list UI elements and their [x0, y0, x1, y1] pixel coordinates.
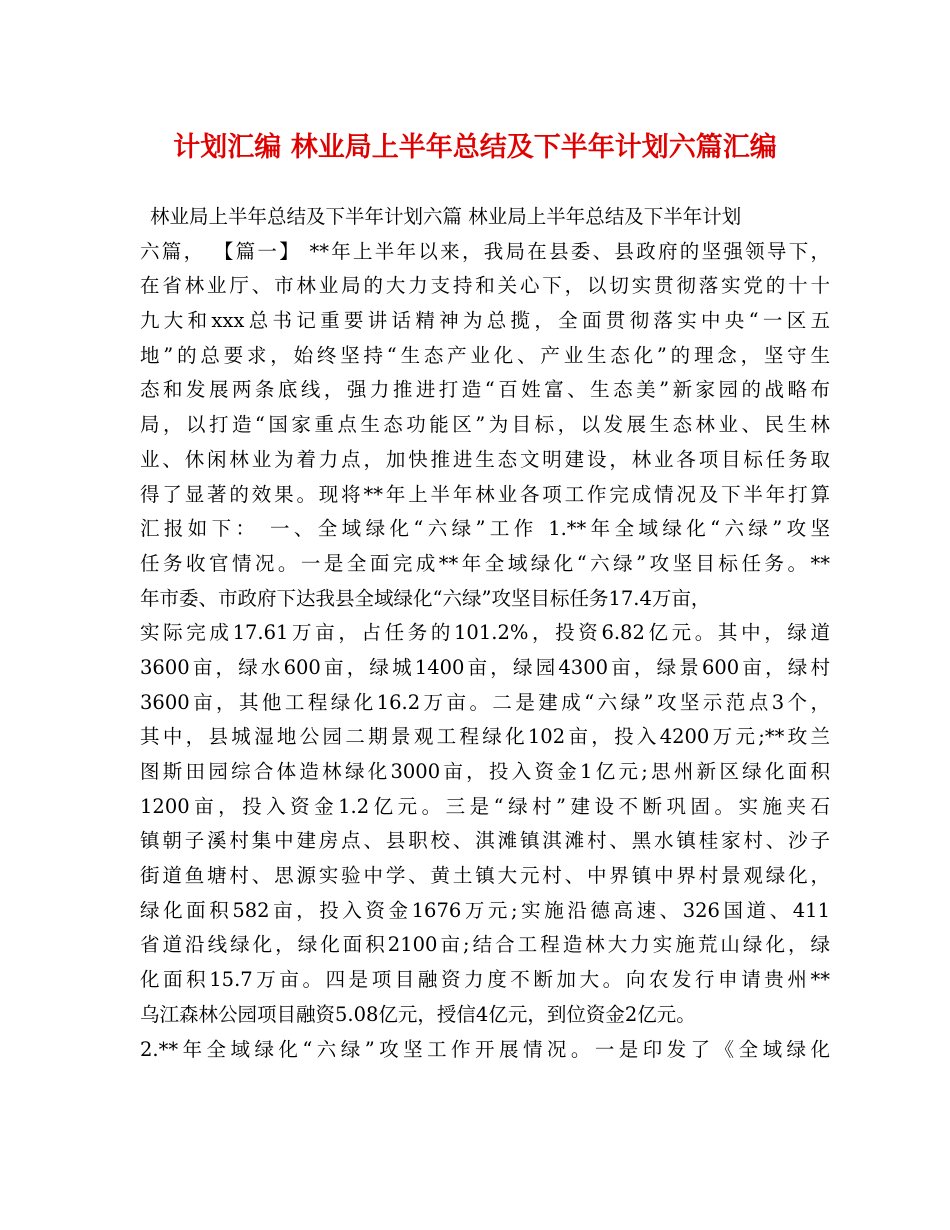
body-line: 街道鱼塘村、思源实验中学、黄土镇大元村、中界镇中界村景观绿化， [140, 864, 830, 888]
body-line: 地”的总要求，始终坚持“生态产业化、产业生态化”的理念，坚守生 [140, 343, 830, 367]
body-line: 九大和xxx总书记重要讲话精神为总揽，全面贯彻落实中央“一区五 [140, 309, 830, 333]
body-line: 1200亩，投入资金1.2亿元。三是“绿村”建设不断巩固。实施夹石 [140, 794, 830, 818]
document-body [140, 200, 830, 1067]
body-line: 林业局上半年总结及下半年计划六篇 林业局上半年总结及下半年计划 [150, 205, 742, 228]
body-line: 图斯田园综合体造林绿化3000亩，投入资金1亿元;思州新区绿化面积 [140, 760, 830, 783]
body-line: 2.**年全域绿化“六绿”攻坚工作开展情况。一是印发了《全域绿化 [140, 1037, 830, 1061]
body-line: 3600亩，其他工程绿化16.2万亩。二是建成“六绿”攻坚示范点3个， [140, 690, 830, 714]
body-line: 省道沿线绿化，绿化面积2100亩;结合工程造林大力实施荒山绿化，绿 [140, 933, 830, 957]
body-line: 3600亩，绿水600亩，绿城1400亩，绿园4300亩，绿景600亩，绿村 [140, 655, 830, 679]
body-line: 业、休闲林业为着力点，加快推进生态文明建设，林业各项目标任务取 [140, 447, 830, 471]
body-line: 在省林业厅、市林业局的大力支持和关心下，以切实贯彻落实党的十十 [140, 274, 830, 298]
document-title: 计划汇编 林业局上半年总结及下半年计划六篇汇编 [173, 132, 777, 163]
body-line: 绿化面积582亩，投入资金1676万元;实施沿德高速、326国道、411 [140, 898, 830, 922]
body-line: 镇朝子溪村集中建房点、县职校、淇滩镇淇滩村、黑水镇桂家村、沙子 [140, 829, 830, 853]
body-line: 汇报如下： 一、全域绿化“六绿”工作 1.**年全域绿化“六绿”攻坚 [140, 517, 830, 541]
body-line: 化面积15.7万亩。四是项目融资力度不断加大。向农发行申请贵州** [140, 968, 830, 992]
body-line: 其中，县城湿地公园二期景观工程绿化102亩，投入4200万元;**玫兰 [140, 725, 830, 749]
body-line: 实际完成17.61万亩，占任务的101.2%，投资6.82亿元。其中，绿道 [140, 621, 830, 645]
body-line: 六篇， 【篇一】 **年上半年以来，我局在县委、县政府的坚强领导下， [140, 239, 830, 263]
body-line: 任务收官情况。一是全面完成**年全域绿化“六绿”攻坚目标任务。** [140, 551, 830, 575]
body-line: 局，以打造“国家重点生态功能区”为目标，以发展生态林业、民生林 [140, 413, 830, 437]
body-line: 态和发展两条底线，强力推进打造“百姓富、生态美”新家园的战略布 [140, 378, 830, 402]
body-line: 乌江森林公园项目融资5.08亿元，授信4亿元，到位资金2亿元。 [140, 1002, 696, 1026]
body-line: 年市委、市政府下达我县全域绿化“六绿”攻坚目标任务17.4万亩， [140, 586, 711, 610]
body-line: 得了显著的效果。现将**年上半年林业各项工作完成情况及下半年打算 [140, 482, 830, 506]
